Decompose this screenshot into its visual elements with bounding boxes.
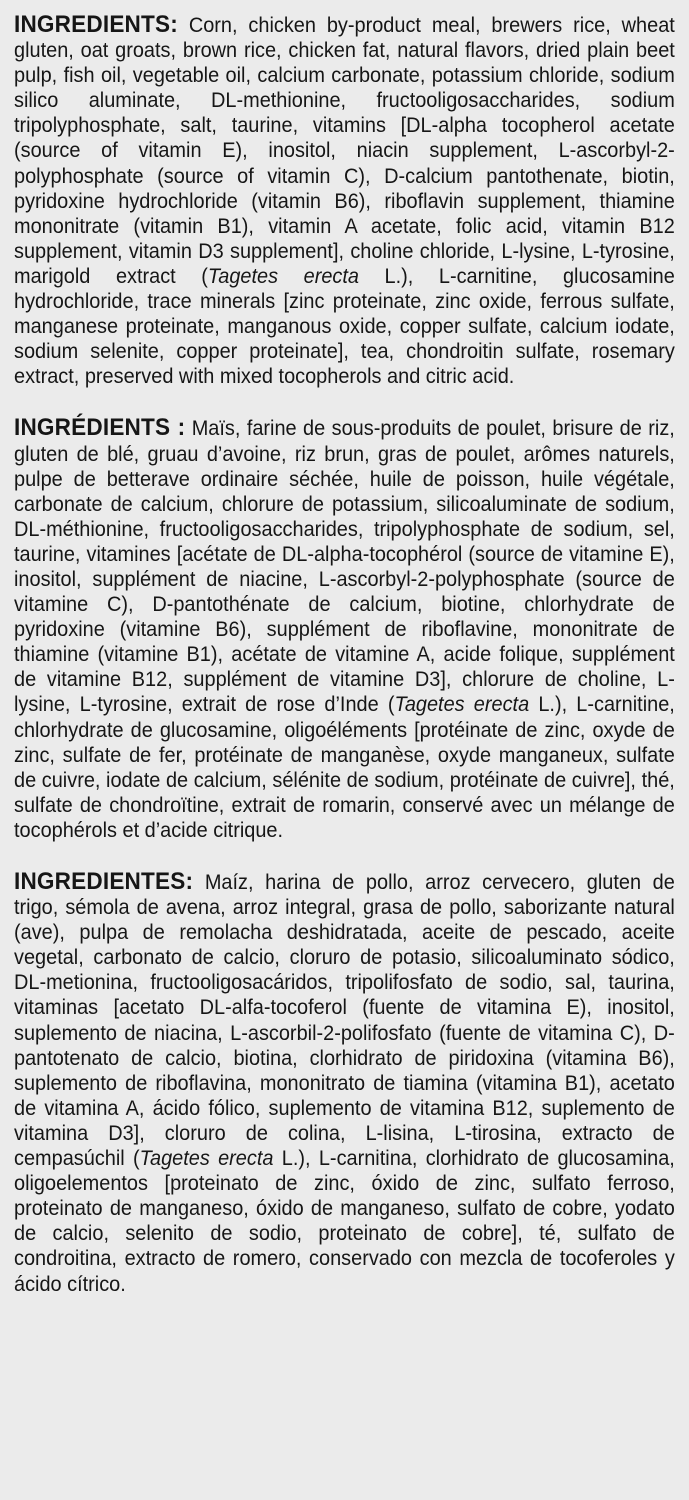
scientific-name-spanish: Tagetes erecta [139, 1147, 274, 1171]
section-heading-french: INGRÉDIENTS : [14, 414, 186, 442]
scientific-name-french: Tagetes erecta [394, 693, 530, 717]
section-text-french-part2: L.), L-carnitine, chlorhydrate de glucosamine, oligoéléments [protéinate de zinc, oxyde de zinc, sulfate de fer, protéinate de manganèse, oxyde manganeux, sulfate de cuivre, iodate de calcium, sélénite de sodium, protéinate de cuivre], thé, sulfate de chondroïtine, extrait de romarin, conservé avec un mélange de tocophérols et d’acide citrique. [14, 693, 675, 842]
scientific-name-english: Tagetes erecta [207, 264, 359, 288]
ingredients-french [14, 415, 675, 843]
section-heading-spanish: INGREDIENTES: [14, 868, 194, 895]
section-text-english-part1: Corn, chicken by-product meal, brewers rice, wheat gluten, oat groats, brown rice, chicken fat, natural flavors, dried plain beet pulp, fish oil, vegetable oil, calcium carbonate, potassium chloride, sodium silico aluminate, DL-methionine, fructooligosaccharides, sodium tripolyphosphate, salt, taurine, vitamins [DL-alpha tocopherol acetate (source of vitamin E), inositol, niacin supplement, L-ascorbyl-2-polyphosphate (source of vitamin C), D-calcium pantothenate, biotin, pyridoxine hydrochloride (vitamin B6), riboflavin supplement, thiamine mononitrate (vitamin B1), vitamin A acetate, folic acid, vitamin B12 supplement, vitamin D3 supplement], choline chloride, L-lysine, L-tyrosine, marigold extract ( [14, 14, 675, 288]
section-text-french-part1: Maïs, farine de sous-produits de poulet, brisure de riz, gluten de blé, gruau d’avoine, riz brun, gras de poulet, arômes naturels, pulpe de betterave ordinaire séchée, huile de poisson, huile végétale, carbonate de calcium, chlorure de potassium, silicoaluminate de sodium, DL-méthionine, fructooligosaccharides, tripolyphosphate de sodium, sel, taurine, vitamines [acétate de DL-alpha-tocophérol (source de vitamine E), inositol, supplément de niacine, L-ascorbyl-2-polyphosphate (source de vitamine C), D-pantothénate de calcium, biotine, chlorhydrate de pyridoxine (vitamine B6), supplément de riboflavine, mononitrate de thiamine (vitamine B1), acétate de vitamine A, acide folique, supplément de vitamine B12, supplément de vitamine D3], chlorure de choline, L-lysine, L-tyrosine, extrait de rose d’Inde ( [14, 417, 675, 717]
section-heading-english: INGREDIENTS: [14, 11, 178, 38]
section-text-spanish-part1: Maíz, harina de pollo, arroz cervecero, gluten de trigo, sémola de avena, arroz integral, grasa de pollo, saborizante natural (ave), pulpa de remolacha deshidratada, aceite de pescado, aceite vegetal, carbonato de calcio, cloruro de potasio, silicoaluminato sódico, DL-metionina, fructooligosacáridos, tripolifosfato de sodio, sal, taurina, vitaminas [acetato DL-alfa-tocoferol (fuente de vitamina E), inositol, suplemento de niacina, L-ascorbil-2-polifosfato (fuente de vitamina C), D-pantotenato de calcio, biotina, clorhidrato de piridoxina (vitamina B6), suplemento de riboflavina, mononitrato de tiamina (vitamina B1), acetato de vitamina A, ácido fólico, suplemento de vitamina B12, suplemento de vitamina D3], cloruro de colina, L-lisina, L-tirosina, extracto de cempasúchil ( [14, 871, 675, 1171]
ingredients-spanish [14, 869, 675, 1297]
section-text-english-part2: L.), L-carnitine, glucosamine hydrochloride, trace minerals [zinc proteinate, zinc oxide, ferrous sulfate, manganese proteinate, manganous oxide, copper sulfate, calcium iodate, sodium selenite, copper proteinate], tea, chondroitin sulfate, rosemary extract, preserved with mixed tocopherols and citric acid. [14, 264, 675, 389]
ingredients-english [14, 12, 675, 389]
section-text-spanish-part2: L.), L-carnitina, clorhidrato de glucosamina, oligoelementos [proteinato de zinc, óxido de zinc, sulfato ferroso, proteinato de manganeso, óxido de manganeso, sulfato de cobre, yodato de calcio, selenito de sodio, proteinato de cobre], té, sulfato de condroitina, extracto de romero, conservado con mezcla de tocoferoles y ácido cítrico. [14, 1147, 675, 1296]
